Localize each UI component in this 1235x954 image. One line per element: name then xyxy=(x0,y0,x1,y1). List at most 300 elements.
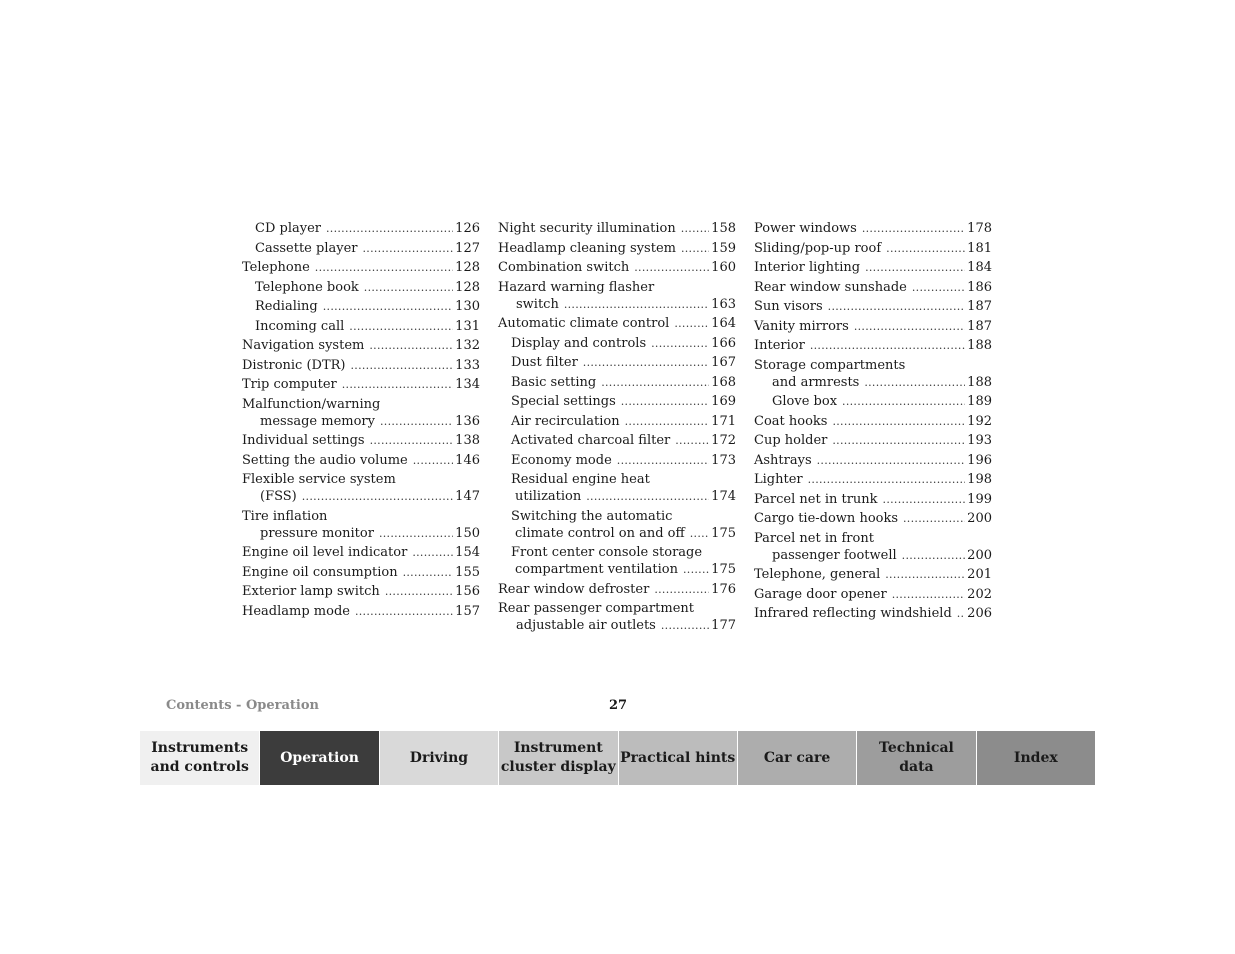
toc-entry[interactable] xyxy=(242,220,480,237)
dot-leader xyxy=(601,374,709,391)
toc-entry-text: Telephone book xyxy=(255,279,359,295)
toc-entry-line xyxy=(511,488,736,505)
toc-entry-line xyxy=(754,240,992,257)
toc-entry-text: Headlamp mode xyxy=(242,603,350,619)
toc-entry[interactable] xyxy=(754,491,992,508)
toc-entry-line xyxy=(511,354,736,371)
toc-page-number: 206 xyxy=(967,606,992,621)
toc-page-number: 131 xyxy=(455,318,480,334)
toc-entry-line xyxy=(242,544,480,561)
toc-entry-text: Trip computer xyxy=(242,377,337,392)
dot-leader xyxy=(302,488,453,505)
toc-entry[interactable] xyxy=(242,240,480,257)
toc-entry-line xyxy=(511,393,736,410)
toc-page-number: 196 xyxy=(967,452,992,468)
toc-entry[interactable] xyxy=(754,432,992,449)
dot-leader xyxy=(854,318,965,335)
tab-label-line: Driving xyxy=(409,749,469,766)
toc-page-number: 175 xyxy=(711,525,736,541)
toc-page-number: 188 xyxy=(967,374,992,390)
toc-entry-line xyxy=(754,547,992,564)
toc-entry-line xyxy=(242,413,480,430)
toc-entry[interactable] xyxy=(754,471,992,488)
toc-entry-line xyxy=(754,318,992,335)
dot-leader xyxy=(808,471,966,488)
tab-technical-data[interactable] xyxy=(856,731,975,785)
toc-entry-line xyxy=(772,393,992,410)
toc-page-number: 198 xyxy=(967,472,992,487)
toc-page-number: 189 xyxy=(967,394,992,409)
dot-leader xyxy=(349,318,453,335)
toc-entry[interactable] xyxy=(498,374,736,391)
toc-entry[interactable] xyxy=(754,566,992,583)
toc-entry-text: compartment ventilation xyxy=(515,562,678,577)
toc-entry-line xyxy=(754,510,992,527)
dot-leader xyxy=(351,357,454,374)
tab-label xyxy=(620,749,735,768)
toc-page-number: 175 xyxy=(711,562,736,577)
toc-entry[interactable] xyxy=(242,318,480,335)
toc-entry-text: Switching the automatic xyxy=(511,508,673,524)
dot-leader xyxy=(323,298,453,315)
toc-entry-text: Headlamp cleaning system xyxy=(498,240,676,256)
toc-entry-line xyxy=(498,617,736,634)
toc-entry-line xyxy=(255,240,480,257)
toc-entry-line xyxy=(242,603,480,620)
toc-entry-text: Setting the audio volume xyxy=(242,452,408,468)
toc-page-number: 158 xyxy=(711,221,736,236)
toc-entry[interactable] xyxy=(498,335,736,352)
toc-entry-text: Tire inflation xyxy=(242,508,328,524)
toc-entry-text: Infrared reflecting windshield xyxy=(754,606,952,621)
toc-entry-line xyxy=(511,525,736,542)
dot-leader xyxy=(634,259,709,276)
toc-page-number: 187 xyxy=(967,318,992,334)
toc-entry[interactable] xyxy=(754,452,992,469)
toc-page-number: 160 xyxy=(711,260,736,275)
dot-leader xyxy=(886,240,965,257)
toc-entry-line xyxy=(754,298,992,315)
toc-entry[interactable] xyxy=(498,471,736,505)
toc-entry-line xyxy=(511,561,736,578)
toc-entry-text: Telephone xyxy=(242,260,310,275)
toc-entry-line xyxy=(754,337,992,354)
toc-page-number: 193 xyxy=(967,433,992,448)
toc-entry-text: Hazard warning flasher xyxy=(498,279,655,295)
toc-entry[interactable] xyxy=(754,240,992,257)
toc-page-number: 192 xyxy=(967,413,992,429)
dot-leader xyxy=(810,337,965,354)
toc-entry-text: Parcel net in front xyxy=(754,530,874,546)
tab-label-line: Car care xyxy=(763,749,831,766)
toc-entry-line xyxy=(511,335,736,352)
toc-entry[interactable] xyxy=(498,259,736,276)
tab-label-line: Practical hints xyxy=(620,749,736,766)
toc-entry-text: Interior xyxy=(754,338,805,353)
toc-page-number: 186 xyxy=(967,279,992,295)
tab-label-line: Operation xyxy=(280,749,359,766)
toc-entry[interactable] xyxy=(242,337,480,354)
toc-entry-line xyxy=(242,488,480,505)
toc-entry[interactable] xyxy=(754,259,992,276)
toc-entry-text: Glove box xyxy=(772,394,838,409)
toc-entry-line xyxy=(511,413,736,430)
toc-entry-text: Cup holder xyxy=(754,433,828,448)
toc-entry[interactable] xyxy=(498,220,736,237)
toc-entry-line xyxy=(754,413,992,430)
dot-leader xyxy=(842,393,965,410)
toc-entry-line xyxy=(255,279,480,296)
toc-entry-text: (FSS) xyxy=(260,489,297,504)
tab-label xyxy=(879,739,954,777)
toc-entry-line xyxy=(242,432,480,449)
page-number: 27 xyxy=(608,698,628,713)
toc-entry-text: Individual settings xyxy=(242,433,365,448)
toc-page-number: 169 xyxy=(711,394,736,409)
toc-entry-text: Rear window defroster xyxy=(498,581,650,597)
tab-instruments-and-controls[interactable] xyxy=(140,731,259,785)
toc-entry-text: Navigation system xyxy=(242,338,365,353)
dot-leader xyxy=(586,488,709,505)
toc-entry-text: Cassette player xyxy=(255,240,358,256)
toc-entry[interactable] xyxy=(754,220,992,237)
toc-entry[interactable] xyxy=(498,544,736,578)
dot-leader xyxy=(817,452,966,469)
toc-page-number: 187 xyxy=(967,299,992,314)
toc-entry-text: and armrests xyxy=(772,374,860,390)
dot-leader xyxy=(912,279,965,296)
toc-entry[interactable] xyxy=(242,376,480,393)
tab-label-line: Index xyxy=(1013,749,1058,766)
toc-page-number: 136 xyxy=(455,413,480,429)
toc-page-number: 173 xyxy=(711,452,736,468)
toc-entry-line xyxy=(511,432,736,449)
dot-leader xyxy=(315,259,453,276)
toc-entry[interactable] xyxy=(498,600,736,634)
toc-entry-text: Sun visors xyxy=(754,299,823,314)
toc-entry[interactable] xyxy=(754,337,992,354)
tab-label-line: data xyxy=(899,759,934,775)
toc-page-number: 163 xyxy=(711,296,736,312)
toc-entry[interactable] xyxy=(498,315,736,332)
toc-entry[interactable] xyxy=(498,413,736,430)
toc-entry-text: pressure monitor xyxy=(260,525,374,541)
tab-label xyxy=(280,749,359,768)
toc-entry-text: Incoming call xyxy=(255,318,345,334)
toc-column-3 xyxy=(754,220,992,625)
toc-entry-text: Residual engine heat xyxy=(511,472,650,487)
toc-entry-text: Engine oil consumption xyxy=(242,564,398,580)
toc-entry-text: Cargo tie-down hooks xyxy=(754,511,899,526)
tab-practical-hints[interactable] xyxy=(618,731,737,785)
toc-entry-text: Flexible service system xyxy=(242,472,396,487)
toc-entry[interactable] xyxy=(498,581,736,598)
toc-entry-line xyxy=(255,220,480,237)
toc-entry-text: switch xyxy=(516,296,559,312)
toc-entry-line xyxy=(511,452,736,469)
toc-entry-text: Redialing xyxy=(255,299,318,314)
toc-entry-text: Rear passenger compartment xyxy=(498,601,694,616)
toc-entry[interactable] xyxy=(754,298,992,315)
dot-leader xyxy=(342,376,453,393)
toc-entry[interactable] xyxy=(242,452,480,469)
toc-page-number: 155 xyxy=(455,564,480,580)
toc-entry-text: Malfunction/warning xyxy=(242,396,381,412)
toc-page-number: 126 xyxy=(455,221,480,236)
toc-entry[interactable] xyxy=(242,298,480,315)
toc-entry[interactable] xyxy=(242,471,480,505)
dot-leader xyxy=(828,298,966,315)
toc-entry-line xyxy=(498,259,736,276)
dot-leader xyxy=(651,335,709,352)
dot-leader xyxy=(864,374,965,391)
toc-entry-text: Coat hooks xyxy=(754,413,828,429)
toc-page-number: 128 xyxy=(455,279,480,295)
dot-leader xyxy=(625,413,710,430)
toc-entry-text: Front center console storage xyxy=(511,545,703,560)
toc-column-1 xyxy=(242,220,480,622)
toc-entry-text: message memory xyxy=(260,413,375,429)
toc-entry-text: Sliding/pop-up roof xyxy=(754,240,882,256)
toc-entry-line xyxy=(242,525,480,542)
tab-car-care[interactable] xyxy=(737,731,856,785)
tab-instrument-cluster-display[interactable] xyxy=(498,731,617,785)
dot-leader xyxy=(370,432,454,449)
toc-entry-text: adjustable air outlets xyxy=(516,618,656,633)
toc-entry-line xyxy=(498,240,736,257)
dot-leader xyxy=(690,525,709,542)
toc-entry-text: Exterior lamp switch xyxy=(242,584,380,599)
dot-leader xyxy=(564,296,709,313)
toc-page-number: 167 xyxy=(711,355,736,370)
toc-page-number: 202 xyxy=(967,586,992,602)
toc-page-number: 188 xyxy=(967,338,992,353)
toc-page-number: 164 xyxy=(711,316,736,331)
dot-leader xyxy=(902,547,966,564)
toc-entry-line xyxy=(242,259,480,276)
dot-leader xyxy=(674,315,709,332)
toc-entry-text: passenger footwell xyxy=(772,547,897,563)
toc-page-number: 154 xyxy=(455,545,480,560)
tab-index[interactable] xyxy=(976,731,1095,785)
dot-leader xyxy=(883,491,966,508)
toc-entry-text: Lighter xyxy=(754,472,803,487)
toc-page-number: 147 xyxy=(455,489,480,504)
dot-leader xyxy=(903,510,965,527)
toc-entry-line xyxy=(242,583,480,600)
dot-leader xyxy=(413,452,453,469)
toc-page-number: 157 xyxy=(455,603,480,619)
toc-page-number: 146 xyxy=(455,452,480,468)
tab-label xyxy=(151,739,249,777)
toc-entry[interactable] xyxy=(242,279,480,296)
tab-operation[interactable] xyxy=(259,731,378,785)
toc-entry[interactable] xyxy=(754,586,992,603)
dot-leader xyxy=(355,603,453,620)
toc-entry-text: Vanity mirrors xyxy=(754,318,849,334)
toc-page-number: 200 xyxy=(967,547,992,563)
toc-entry-line xyxy=(242,452,480,469)
toc-entry[interactable] xyxy=(754,393,992,410)
toc-entry-text: utilization xyxy=(515,489,582,504)
toc-entry-line xyxy=(754,279,992,296)
toc-entry-text: Parcel net in trunk xyxy=(754,491,878,507)
toc-entry[interactable] xyxy=(498,508,736,542)
tab-label-line: and controls xyxy=(150,759,249,775)
toc-entry-text: CD player xyxy=(255,221,321,236)
toc-entry[interactable] xyxy=(242,508,480,542)
toc-entry-line xyxy=(754,374,992,391)
toc-page-number: 174 xyxy=(711,489,736,504)
toc-page-number: 201 xyxy=(967,567,992,582)
toc-entry-text: Power windows xyxy=(754,221,857,236)
toc-entry-line xyxy=(498,315,736,332)
toc-entry-line xyxy=(754,586,992,603)
toc-entry[interactable] xyxy=(242,544,480,561)
dot-leader xyxy=(832,432,965,449)
toc-entry[interactable] xyxy=(498,393,736,410)
tab-label-line: Instruments xyxy=(151,740,249,756)
section-tab-bar xyxy=(140,731,1095,785)
dot-leader xyxy=(865,259,965,276)
toc-entry-text: Night security illumination xyxy=(498,221,676,236)
toc-entry-text: Combination switch xyxy=(498,260,630,275)
toc-entry-line xyxy=(754,259,992,276)
toc-page-number: 134 xyxy=(455,377,480,392)
toc-entry-line xyxy=(754,566,992,583)
toc-entry-text: Basic setting xyxy=(511,374,597,390)
dot-leader xyxy=(661,617,709,634)
toc-entry-line xyxy=(754,491,992,508)
toc-entry-text: Automatic climate control xyxy=(498,316,670,331)
toc-page-number: 184 xyxy=(967,260,992,275)
dot-leader xyxy=(380,413,453,430)
toc-page-number: 159 xyxy=(711,240,736,256)
toc-entry[interactable] xyxy=(242,603,480,620)
toc-entry-text: Engine oil level indicator xyxy=(242,545,408,560)
toc-entry[interactable] xyxy=(242,564,480,581)
toc-page-number: 172 xyxy=(711,433,736,448)
toc-entry-text: Air recirculation xyxy=(511,413,620,429)
dot-leader xyxy=(379,525,453,542)
toc-entry[interactable] xyxy=(242,357,480,374)
toc-entry-line xyxy=(498,581,736,598)
tab-label xyxy=(764,749,830,768)
toc-entry-line xyxy=(242,337,480,354)
tab-label xyxy=(1014,749,1058,768)
dot-leader xyxy=(621,393,709,410)
toc-page-number: 177 xyxy=(711,618,736,633)
toc-entry[interactable] xyxy=(754,413,992,430)
toc-entry-line xyxy=(242,564,480,581)
toc-page-number: 128 xyxy=(455,260,480,275)
toc-entry-text: Special settings xyxy=(511,394,616,409)
dot-leader xyxy=(326,220,453,237)
toc-entry[interactable] xyxy=(498,452,736,469)
toc-entry-line xyxy=(754,452,992,469)
tab-label-line: cluster display xyxy=(500,759,616,775)
toc-column-2 xyxy=(498,220,736,637)
toc-page-number: 171 xyxy=(711,413,736,429)
dot-leader xyxy=(683,561,709,578)
toc-page-number: 133 xyxy=(455,357,480,373)
dot-leader xyxy=(617,452,709,469)
toc-page-number: 176 xyxy=(711,581,736,597)
toc-page-number: 200 xyxy=(967,511,992,526)
toc-entry-text: Garage door opener xyxy=(754,586,887,602)
dot-leader xyxy=(369,337,453,354)
tab-driving[interactable] xyxy=(379,731,498,785)
dot-leader xyxy=(892,586,965,603)
toc-entry-line xyxy=(255,298,480,315)
toc-entry[interactable] xyxy=(754,357,992,391)
toc-page-number: 132 xyxy=(455,338,480,353)
toc-entry[interactable] xyxy=(754,279,992,296)
toc-entry-line xyxy=(242,357,480,374)
toc-entry-text: Telephone, general xyxy=(754,567,881,582)
toc-entry-line xyxy=(754,605,992,622)
dot-leader xyxy=(832,413,965,430)
toc-page-number: 130 xyxy=(455,299,480,314)
toc-entry[interactable] xyxy=(498,279,736,313)
dot-leader xyxy=(583,354,709,371)
toc-entry[interactable] xyxy=(754,605,992,622)
toc-entry-line xyxy=(511,374,736,391)
toc-entry[interactable] xyxy=(242,259,480,276)
section-title: Contents - Operation xyxy=(166,698,319,713)
toc-entry-line xyxy=(255,318,480,335)
toc-entry[interactable] xyxy=(242,432,480,449)
dot-leader xyxy=(862,220,965,237)
toc-entry-text: Rear window sunshade xyxy=(754,279,907,295)
toc-entry[interactable] xyxy=(498,354,736,371)
toc-entry-text: Economy mode xyxy=(511,452,612,468)
toc-page-number: 156 xyxy=(455,584,480,599)
toc-page-number: 178 xyxy=(967,221,992,236)
toc-entry-text: Ashtrays xyxy=(754,452,812,468)
toc-entry-line xyxy=(242,376,480,393)
toc-page-number: 127 xyxy=(455,240,480,256)
dot-leader xyxy=(385,583,453,600)
dot-leader xyxy=(364,279,453,296)
toc-page-number: 166 xyxy=(711,335,736,351)
toc-page-number: 199 xyxy=(967,491,992,507)
dot-leader xyxy=(681,220,709,237)
toc-entry-text: Display and controls xyxy=(511,335,647,351)
tab-label-line: Technical xyxy=(879,740,954,756)
dot-leader xyxy=(957,605,965,622)
dot-leader xyxy=(885,566,965,583)
tab-label xyxy=(501,739,616,777)
toc-entry[interactable] xyxy=(498,432,736,449)
toc-entry-text: Distronic (DTR) xyxy=(242,357,346,373)
dot-leader xyxy=(412,544,453,561)
toc-entry-text: Storage compartments xyxy=(754,357,906,373)
toc-entry[interactable] xyxy=(754,510,992,527)
toc-entry-text: Interior lighting xyxy=(754,260,861,275)
toc-entry[interactable] xyxy=(754,318,992,335)
toc-entry-text: climate control on and off xyxy=(515,525,685,541)
dot-leader xyxy=(403,564,454,581)
tab-label-line: Instrument xyxy=(513,740,603,756)
toc-entry[interactable] xyxy=(242,396,480,430)
toc-entry[interactable] xyxy=(754,530,992,564)
tab-label xyxy=(410,749,468,768)
toc-entry-line xyxy=(754,471,992,488)
toc-entry-line xyxy=(754,432,992,449)
toc-entry[interactable] xyxy=(242,583,480,600)
toc-entry[interactable] xyxy=(498,240,736,257)
